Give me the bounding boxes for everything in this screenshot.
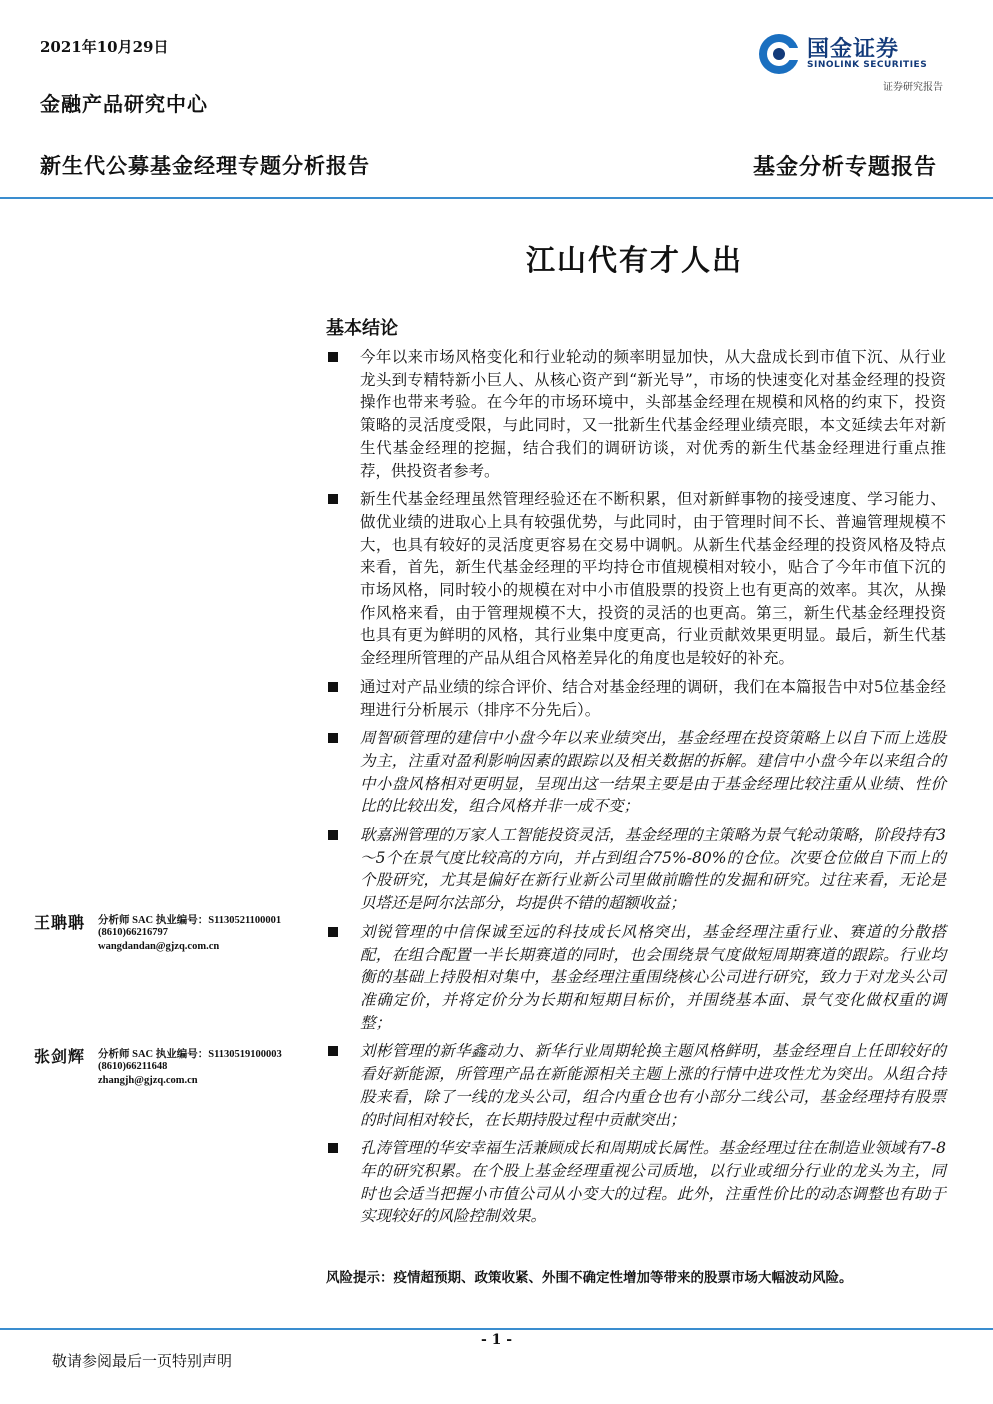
list-item-text: 新生代基金经理虽然管理经验还在不断积累，但对新鲜事物的接受速度、学习能力、做优业绩的进取心上具有较强优势，与此同时，由于管理时间不长、普遍管理规模不大，也具有较好的灵活度更容易在交易中调帆。从新生代基金经理的投资风格及特点来看，首先，新生代基金经理的平均持仓市值规模相对较小，贴合了今年市值下沉的市场风格，同时较小的规模在对中小市值股票的投资上也有更高的效率。其次，从操作风格来看，由于管理规模不大，投资的灵活的也更高。第三，新生代基金经理投资也具有更为鲜明的风格，其行业集中度更高，行业贡献效果更明显。最后，新生代基金经理所管理的产品从组合风格差异化的角度也是较好的补充。 [360, 490, 946, 668]
logo-subtitle: 证券研究报告 [883, 82, 943, 93]
square-bullet-icon [328, 927, 338, 937]
analyst-email: wangdandan@gjzq.com.cn [98, 941, 220, 952]
report-type: 基金分析专题报告 [752, 154, 937, 180]
headline: 江山代有才人出 [526, 243, 744, 277]
analyst-role: 分析师 SAC 执业编号：S1130519100003 [98, 1049, 282, 1060]
risk-text: 疫情超预期、政策收紧、外围不确定性增加等带来的股票市场大幅波动风险。 [393, 1270, 853, 1286]
square-bullet-icon [328, 1046, 338, 1056]
list-item [326, 1137, 946, 1228]
section-heading: 基本结论 [326, 318, 398, 339]
analyst-name: 王聃聃 [34, 913, 86, 932]
report-title: 新生代公募基金经理专题分析报告 [40, 153, 370, 178]
list-item-text: 刘彬管理的新华鑫动力、新华行业周期轮换主题风格鲜明，基金经理自上任即较好的看好新能源，所管理产品在新能源相关主题上涨的行情中进攻性尤为突出。从组合持股来看，除了一线的龙头公司，组合内重仓也有小部分二线公司，基金经理持有股票的时间相对较长，在长期持股过程中贡献突出； [360, 1042, 946, 1129]
company-logo [757, 30, 947, 82]
analyst-phone: (8610)66216797 [98, 927, 168, 938]
footer-divider [0, 1328, 993, 1330]
report-date: 2021年10月29日 [40, 38, 169, 56]
square-bullet-icon [328, 733, 338, 743]
square-bullet-icon [328, 352, 338, 362]
list-item-text: 耿嘉洲管理的万家人工智能投资灵活，基金经理的主策略为景气轮动策略，阶段持有3～5个在景气度比较高的方向，并占到组合75%-80%的仓位。次要仓位做自下而上的个股研究，尤其是偏好在新行业新公司里做前瞻性的发掘和研究。过往来看，无论是贝塔还是阿尔法部分，均提供不错的超额收益； [360, 826, 946, 913]
list-item [326, 346, 946, 482]
list-item-text: 通过对产品业绩的综合评价、结合对基金经理的调研，我们在本篇报告中对5位基金经理进行分析展示（排序不分先后）。 [360, 677, 946, 719]
list-item-text: 今年以来市场风格变化和行业轮动的频率明显加快，从大盘成长到市值下沉、从行业龙头到专精特新小巨人、从核心资产到“新光导”，市场的快速变化对基金经理的投资操作也带来考验。在今年的市场环境中，头部基金经理在规模和风格的约束下，投资策略的灵活度受限，与此同时，又一批新生代基金经理业绩亮眼，本文延续去年对新生代基金经理的挖掘，结合我们的调研访谈，对优秀的新生代基金经理进行重点推荐，供投资者参考。 [360, 348, 946, 480]
list-item-text: 孔涛管理的华安幸福生活兼顾成长和周期成长属性。基金经理过往在制造业领域有7-8年的研究积累。在个股上基金经理重视公司质地，以行业或细分行业的龙头为主，同时也会适当把握小市值公司从小变大的过程。此外，注重性价比的动态调整也有助于实现较好的风险控制效果。 [360, 1139, 946, 1226]
analyst-phone: (8610)66211648 [98, 1061, 168, 1072]
sinolink-logo-icon [757, 32, 801, 76]
header-divider [0, 197, 993, 199]
conclusion-list [326, 346, 946, 1234]
square-bullet-icon [328, 1143, 338, 1153]
page-number: - 1 - [480, 1332, 513, 1348]
logo-name-cn: 国金证券 [807, 37, 900, 62]
list-item [326, 488, 946, 670]
department-name: 金融产品研究中心 [40, 92, 208, 116]
logo-name-en: SINOLINK SECURITIES [807, 60, 928, 70]
list-item [326, 676, 946, 721]
list-item [326, 824, 946, 915]
list-item-text: 周智硕管理的建信中小盘今年以来业绩突出，基金经理在投资策略上以自下而上选股为主，注重对盈利影响因素的跟踪以及相关数据的拆解。建信中小盘今年以来组合的中小盘风格相对更明显，呈现出这一结果主要是由于基金经理比较注重从业绩、性价比的比较出发，组合风格并非一成不变； [360, 729, 946, 816]
analyst-name: 张剑辉 [34, 1047, 86, 1066]
risk-warning [326, 1266, 946, 1286]
list-item [326, 1040, 946, 1131]
list-item [326, 921, 946, 1035]
analyst-email: zhangjh@gjzq.com.cn [98, 1075, 198, 1086]
square-bullet-icon [328, 830, 338, 840]
square-bullet-icon [328, 494, 338, 504]
analyst-role: 分析师 SAC 执业编号：S1130521100001 [98, 915, 282, 926]
footer-disclaimer: 敬请参阅最后一页特别声明 [52, 1352, 233, 1370]
square-bullet-icon [328, 682, 338, 692]
list-item-text: 刘锐管理的中信保诚至远的科技成长风格突出，基金经理注重行业、赛道的分散搭配，在组合配置一半长期赛道的同时，也会围绕景气度做短周期赛道的跟踪。行业均衡的基础上持股相对集中，基金经理注重围绕核心公司进行研究，致力于对龙头公司准确定价，并将定价分为长期和短期目标价，并围绕基本面、景气变化做权重的调整； [360, 922, 946, 1032]
list-item [326, 727, 946, 818]
risk-label: 风险提示： [326, 1270, 394, 1286]
